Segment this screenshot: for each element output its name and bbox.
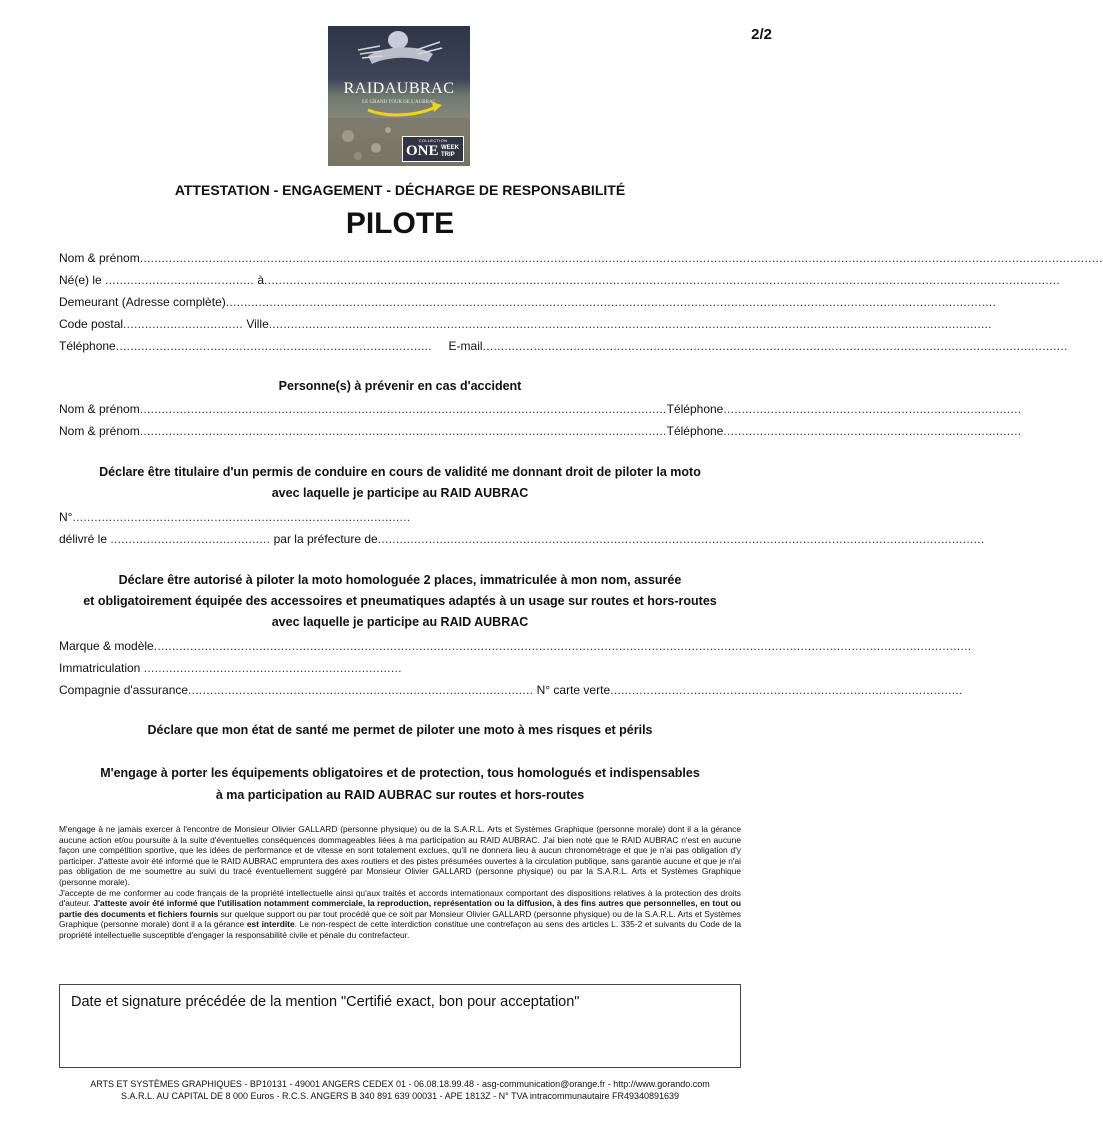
field-emergency-2[interactable]: Nom & prénom.................................................................................................................................................Téléphone.................................................................................. (59, 424, 1022, 438)
health-statement: Déclare que mon état de santé me permet de piloter une moto à mes risques et périls (147, 723, 653, 737)
badge-one: ONE (406, 143, 439, 159)
emergency-title: Personne(s) à prévenir en cas d'accident (278, 379, 522, 393)
field-city-label: Ville (246, 317, 269, 331)
field-address[interactable]: Demeurant (Adresse complète).................................................................................................................................................................................................................... (59, 295, 997, 309)
legal-paragraph-1: M'engage à ne jamais exercer à l'encontre de Monsieur Olivier GALLARD (personne physique) ou de la S.A.R.L. Arts et Systèmes Graphique (personne morale) dont il a la gérance aucune action et/ou poursuite à la suite d'éventuelles conséquences dommageables liées à ma participation au RAID AUBRAC. J'ai bien noté que le RAID AUBRAC n'est en aucune façon une compétition sportive, que les idées de performance et de vitesse en sont totalement exclues, qu'il ne donnera lieu à aucun chronométrage et que je n'ai pas obligation d'y participer. J'atteste avoir été informé que le RAID AUBRAC empruntera des axes routiers et des pistes présumées ouvertes à la circulation publique, sans garantie aucune et que je n'ai pas obligation de me soumettre au suivi du tracé éventuellement suggéré par Monsieur Olivier GALLARD (personne physique) ou par la S.A.R.L. Arts et Systèmes Graphique (personne morale). (59, 824, 741, 887)
footer-contact: ARTS ET SYSTÈMES GRAPHIQUES - BP10131 - 49001 ANGERS CEDEX 01 - 06.08.18.99.48 - asg-communication@orange.fr - http://www.gorando.com (90, 1079, 710, 1089)
field-moto-brand[interactable]: Marque & modèle................................................................................................................................................................................................................................. (59, 639, 972, 653)
equipment-statement-2: à ma participation au RAID AUBRAC sur routes et hors-routes (215, 788, 585, 802)
license-prefecture-label: par la préfecture de (273, 532, 378, 546)
field-license-number[interactable]: N°............................................................................................. (59, 510, 411, 524)
field-address-label: Demeurant (Adresse complète) (59, 295, 226, 309)
field-birth[interactable]: Né(e) le ......................................... à........................................................................................................................................................................................................................... (59, 273, 1060, 287)
field-name-label: Nom & prénom (59, 251, 140, 265)
moto-registration-label: Immatriculation (59, 661, 141, 675)
signature-label: Date et signature précédée de la mention "Certifié exact, bon pour acceptation" (71, 994, 580, 1010)
field-birth-place-label: à (257, 273, 265, 287)
badge-week: WEEK (441, 145, 459, 151)
equipment-statement-1: M'engage à porter les équipements obligatoires et de protection, tous homologués et indispensables (100, 766, 700, 780)
license-statement-2: avec laquelle je participe au RAID AUBRAC (271, 486, 529, 500)
document-title: PILOTE (345, 207, 455, 240)
emergency-2-phone-label: Téléphone (666, 424, 724, 438)
field-postal-label: Code postal (59, 317, 124, 331)
emergency-1-name-label: Nom & prénom (59, 402, 140, 416)
field-emergency-1[interactable]: Nom & prénom.................................................................................................................................................Téléphone.................................................................................. (59, 402, 1022, 416)
logo-rider-helmet (388, 31, 408, 49)
legal-paragraph-2: J'accepte de me conformer au code français de la propriété intellectuelle ainsi qu'aux traités et accords internationaux comportant des dispositions relatives à la protection des droits d'auteur. J'atteste avoir été informé que l'utilisation notamment commerciale, la reproduction, représentation ou la diffusion, à des fins autres que personnelles, en tout ou partie des documents et fichiers fournis sur quelque support ou par tout procédé que ce soit par Monsieur Olivier GALLARD (personne physique) ou de la S.A.R.L. Arts et Systèmes Graphique (personne morale) dont il a la gérance est interdite. Le non-respect de cette interdiction constitue une contrefaçon au sens des articles L. 335-2 et suivants du Code de la propriété intellectuelle susceptible d'engager la responsabilité civile et pénale du contrefacteur. (59, 887, 741, 940)
field-phone-label: Téléphone (59, 339, 116, 353)
legal-text (59, 824, 741, 941)
logo-tagline: LE GRAND TOUR DE L'AUBRAC (362, 100, 436, 105)
moto-brand-label: Marque & modèle (59, 639, 154, 653)
page-number: 2/2 (751, 26, 772, 43)
moto-statement-2: et obligatoirement équipée des accessoires et pneumatiques adaptés à un usage sur routes et hors-routes (83, 594, 717, 608)
emergency-2-name-label: Nom & prénom (59, 424, 140, 438)
license-number-label: N° (59, 510, 73, 524)
document-subtitle: ATTESTATION - ENGAGEMENT - DÉCHARGE DE RESPONSABILITÉ (174, 182, 626, 198)
moto-insurance-label: Compagnie d'assurance (59, 683, 189, 697)
badge-collection: COLLECTION (418, 138, 448, 143)
emergency-1-phone-label: Téléphone (666, 402, 724, 416)
logo-yellow-swoosh (368, 106, 438, 115)
logo-name: RAIDAUBRAC (343, 80, 455, 97)
badge-trip: TRIP (441, 152, 455, 158)
moto-statement-3: avec laquelle je participe au RAID AUBRAC (271, 615, 529, 629)
field-license-issue[interactable]: délivré le ............................................ par la préfecture de....................................................................................................................................................................... (59, 532, 985, 546)
field-postal-city[interactable]: Code postal................................. Ville....................................................................................................................................................................................................... (59, 317, 992, 331)
footer-legal: S.A.R.L. AU CAPITAL DE 8 000 Euros - R.C.S. ANGERS B 340 891 639 00031 - APE 1813Z - N° TVA intracommunautaire FR49340891639 (120, 1091, 680, 1101)
signature-box[interactable] (59, 984, 741, 1068)
raid-aubrac-logo (328, 26, 470, 166)
field-email-label: E-mail (448, 339, 483, 353)
field-moto-registration[interactable]: Immatriculation ....................................................................... (59, 661, 402, 675)
field-name[interactable]: Nom & prénom......................................................................................................................................................................................................................................................................... (59, 251, 1103, 265)
field-birth-label: Né(e) le (59, 273, 102, 287)
license-issued-label: délivré le (59, 532, 108, 546)
moto-statement-1: Déclare être autorisé à piloter la moto homologuée 2 places, immatriculée à mon nom, assurée (118, 573, 682, 587)
license-statement-1: Déclare être titulaire d'un permis de conduire en cours de validité me donnant droit de piloter la moto (99, 465, 701, 479)
field-phone-email[interactable]: Téléphone....................................................................................... E-mail................................................................................................................................................................. (59, 339, 1068, 353)
moto-green-card-label: N° carte verte (536, 683, 611, 697)
one-week-trip-badge (402, 136, 464, 162)
field-moto-insurance[interactable]: Compagnie d'assurance............................................................................................... N° carte verte................................................................................................. (59, 683, 963, 697)
